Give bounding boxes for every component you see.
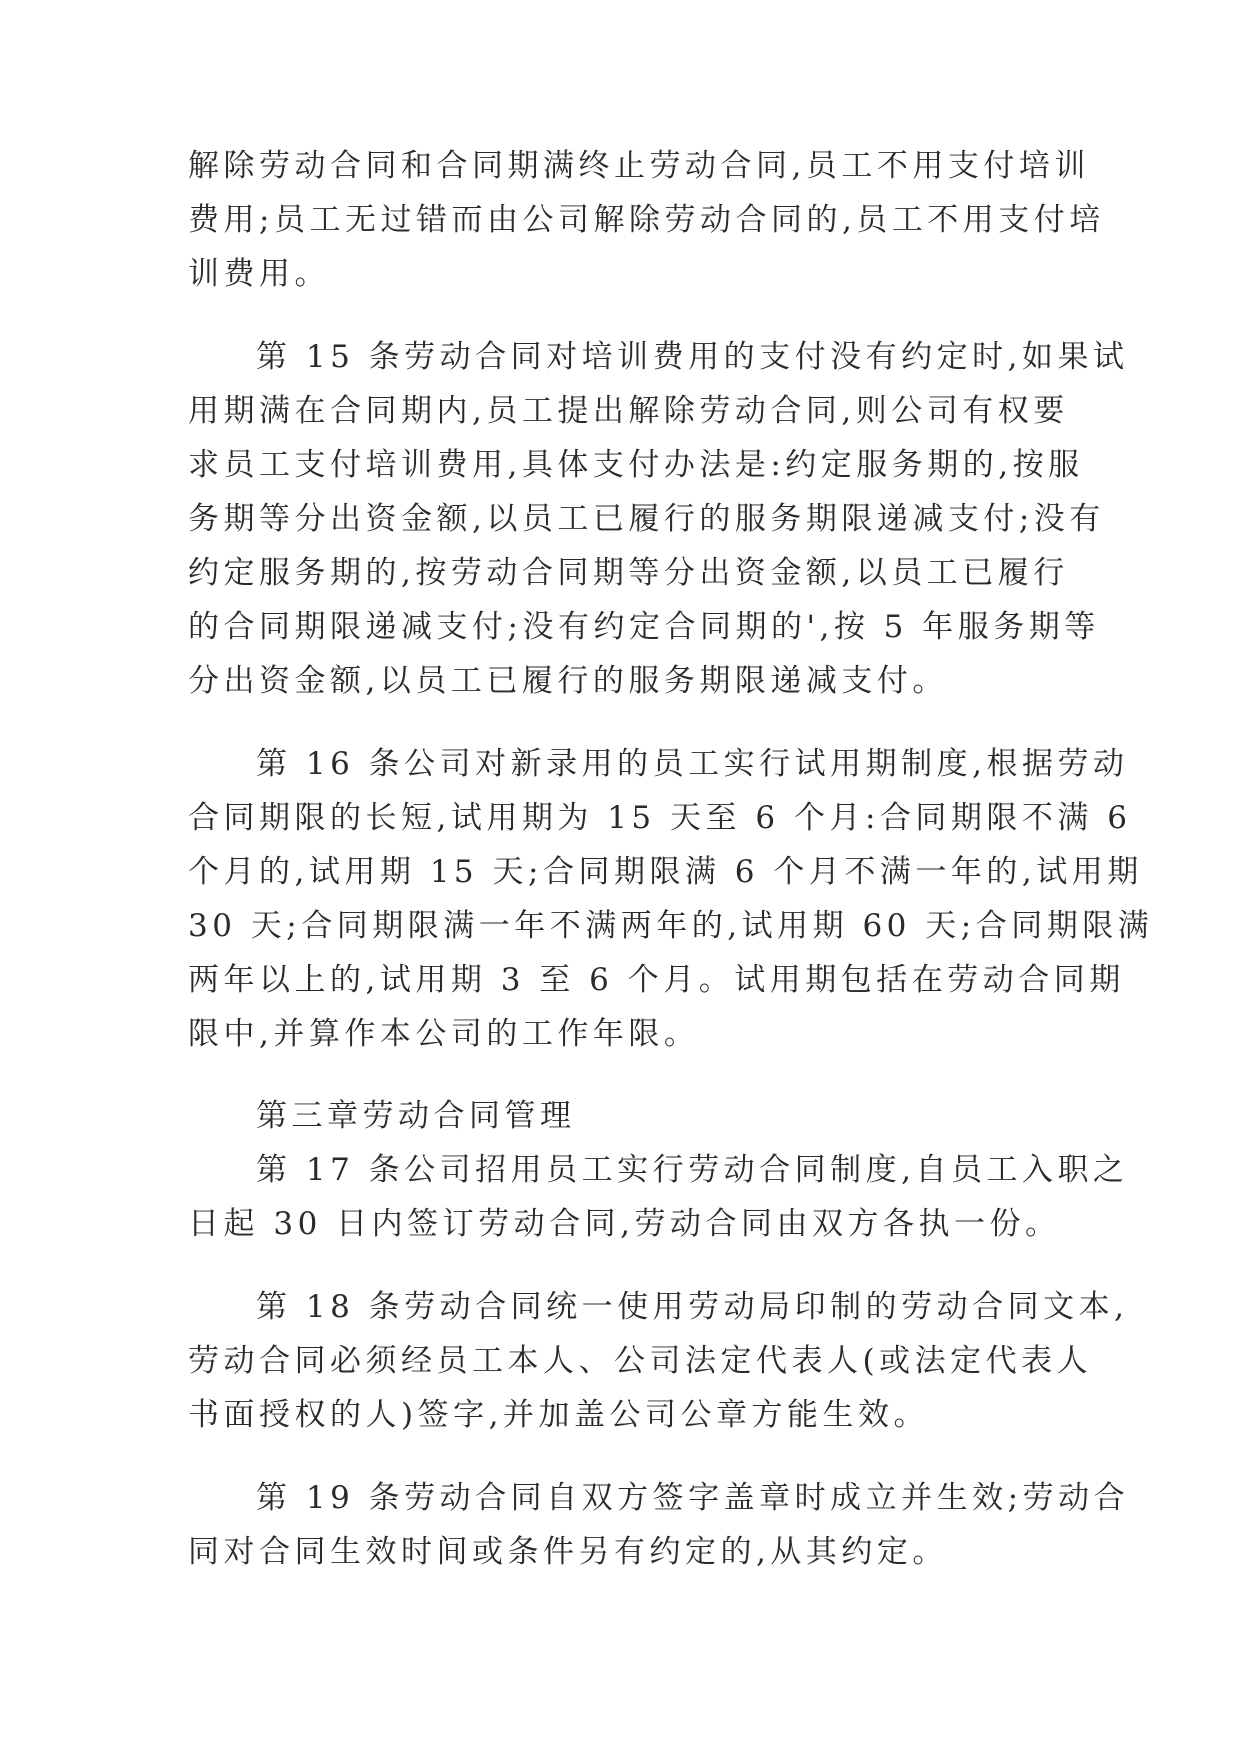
text-line: 30 天;合同期限满一年不满两年的,试用期 60 天;合同期限满	[188, 908, 1154, 944]
text-line: 合同期限的长短,试用期为 15 天至 6 个月:合同期限不满 6	[188, 800, 1132, 836]
text-line: 用期满在合同期内,员工提出解除劳动合同,则公司有权要	[188, 393, 1069, 429]
text-line: 两年以上的,试用期 3 至 6 个月。试用期包括在劳动合同期	[188, 962, 1125, 998]
paragraph-start-line: 第 19 条劳动合同自双方签字盖章时成立并生效;劳动合	[256, 1480, 1130, 1516]
paragraph-start-line: 第 17 条公司招用员工实行劳动合同制度,自员工入职之	[256, 1152, 1129, 1188]
text-line: 求员工支付培训费用,具体支付办法是:约定服务期的,按服	[188, 447, 1084, 483]
paragraph-start-line: 第 18 条劳动合同统一使用劳动局印制的劳动合同文本,	[256, 1289, 1129, 1325]
text-line: 解除劳动合同和合同期满终止劳动合同,员工不用支付培训	[188, 148, 1090, 184]
paragraph-start-line: 第 15 条劳动合同对培训费用的支付没有约定时,如果试	[256, 339, 1129, 375]
chapter-heading: 第三章劳动合同管理	[256, 1098, 576, 1134]
text-line: 分出资金额,以员工已履行的服务期限递减支付。	[188, 663, 948, 699]
text-line: 限中,并算作本公司的工作年限。	[188, 1016, 700, 1052]
text-line: 的合同期限递减支付;没有约定合同期的',按 5 年服务期等	[188, 609, 1100, 645]
text-line: 约定服务期的,按劳动合同期等分出资金额,以员工已履行	[188, 555, 1069, 591]
text-line: 同对合同生效时间或条件另有约定的,从其约定。	[188, 1534, 948, 1570]
text-line: 务期等分出资金额,以员工已履行的服务期限递减支付;没有	[188, 501, 1105, 537]
text-line: 个月的,试用期 15 天;合同期限满 6 个月不满一年的,试用期	[188, 854, 1143, 890]
text-line: 日起 30 日内签订劳动合同,劳动合同由双方各执一份。	[188, 1206, 1061, 1242]
paragraph-start-line: 第 16 条公司对新录用的员工实行试用期制度,根据劳动	[256, 746, 1129, 782]
text-line: 书面授权的人)签字,并加盖公司公章方能生效。	[188, 1397, 929, 1433]
text-line: 劳动合同必须经员工本人、公司法定代表人(或法定代表人	[188, 1343, 1093, 1379]
text-line: 费用;员工无过错而由公司解除劳动合同的,员工不用支付培	[188, 202, 1105, 238]
text-line: 训费用。	[188, 256, 330, 292]
